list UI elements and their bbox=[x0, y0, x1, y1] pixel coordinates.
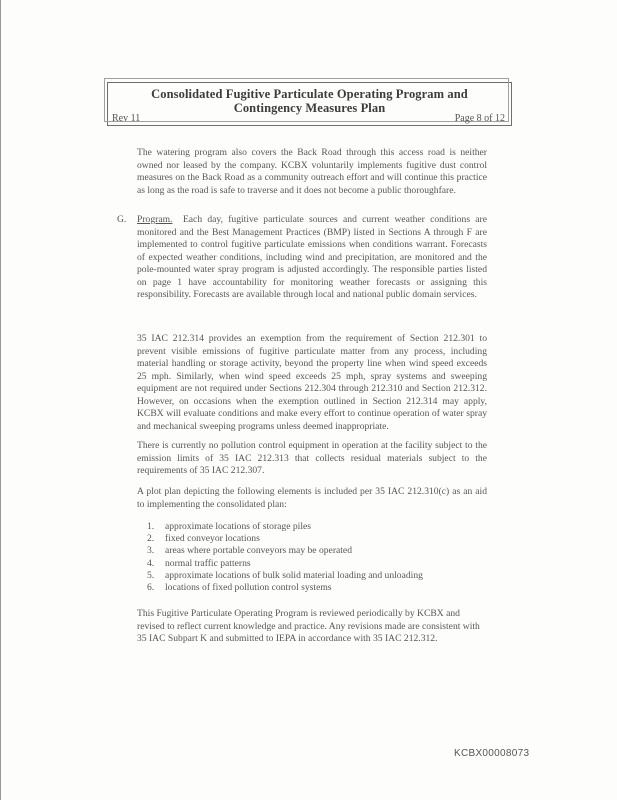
list-item: 1. approximate locations of storage piles bbox=[147, 521, 311, 532]
list-item: 2. fixed conveyor locations bbox=[147, 533, 260, 545]
plot-plan-list bbox=[147, 521, 477, 594]
list-item: 4. normal traffic patterns bbox=[147, 557, 251, 569]
revision-label: Rev 11 bbox=[112, 113, 141, 124]
list-item: 3. areas where portable conveyors may be operated bbox=[147, 545, 352, 557]
program-paragraph bbox=[137, 214, 487, 302]
plot-plan-intro: A plot plan depicting the following elements is included per 35 IAC 212.310(c) as an aid to implementing the consolidated plan: bbox=[137, 486, 487, 510]
intro-paragraph: The watering program also covers the Back Road through this access road is neither owned nor leased by the company. KCBX voluntarily implements fugitive dust control measures on the Back Road as a community outreach effort and will continue this practice as long as the road is safe to traverse and it does not become a public thoroughfare. bbox=[137, 147, 487, 196]
section-heading: Program. bbox=[137, 214, 173, 225]
exemption-paragraph: 35 IAC 212.314 provides an exemption from the requirement of Section 212.301 to prevent visible emissions of fugitive particulate matter from any process, including material handling or storage activity, beyond the property line when wind speed exceeds 25 mph. Similarly, when wind speed exceeds 25 mph, spray systems and sweeping equipment are not required under Sections 212.304 through 212.310 and Section 212.312. However, on occasions when the exemption outlined in Section 212.314 may apply, KCBX will evaluate conditions and make every effort to continue operation of water spray and mechanical sweeping programs unless deemed inappropriate. bbox=[137, 333, 487, 432]
document-header bbox=[107, 82, 512, 126]
equipment-paragraph: There is currently no pollution control equipment in operation at the facility subject to the emission limits of 35 IAC 212.313 that collects residual materials subject to the requirements of 35 IAC 212.307. bbox=[137, 440, 487, 476]
program-paragraph-text: Each day, fugitive particulate sources and current weather conditions are monitored and the Best Management Practices (BMP) listed in Sections A through F are implemented to control fugitive particulate emissions when conditions warrant. Forecasts of expected weather conditions, including wind and precipitation, are monitored and the pole-mounted water spray program is adjusted accordingly. The responsible parties listed on page 1 have accountability for monitoring weather forecasts or assigning this responsibility. Forecasts are available through local and national public domain services. bbox=[137, 214, 488, 300]
header-title-line-2: Contingency Measures Plan bbox=[233, 101, 386, 115]
header-title-line-1: Consolidated Fugitive Particulate Operating Program and bbox=[151, 87, 468, 101]
list-item: 5. approximate locations of bulk solid material loading and unloading bbox=[147, 569, 423, 581]
review-paragraph: This Fugitive Particulate Operating Program is reviewed periodically by KCBX and revised to reflect current knowledge and practice. Any revisions made are consistent with 35 IAC Subpart K and submitted to IEPA in accordance with 35 IAC 212.312. bbox=[137, 608, 480, 644]
section-number: G. bbox=[117, 214, 127, 225]
page-number: Page 8 of 12 bbox=[454, 113, 505, 124]
bates-number: KCBX00008073 bbox=[454, 748, 530, 759]
scan-edge-line bbox=[0, 0, 1, 800]
list-item: 6. locations of fixed pollution control systems bbox=[147, 582, 332, 594]
